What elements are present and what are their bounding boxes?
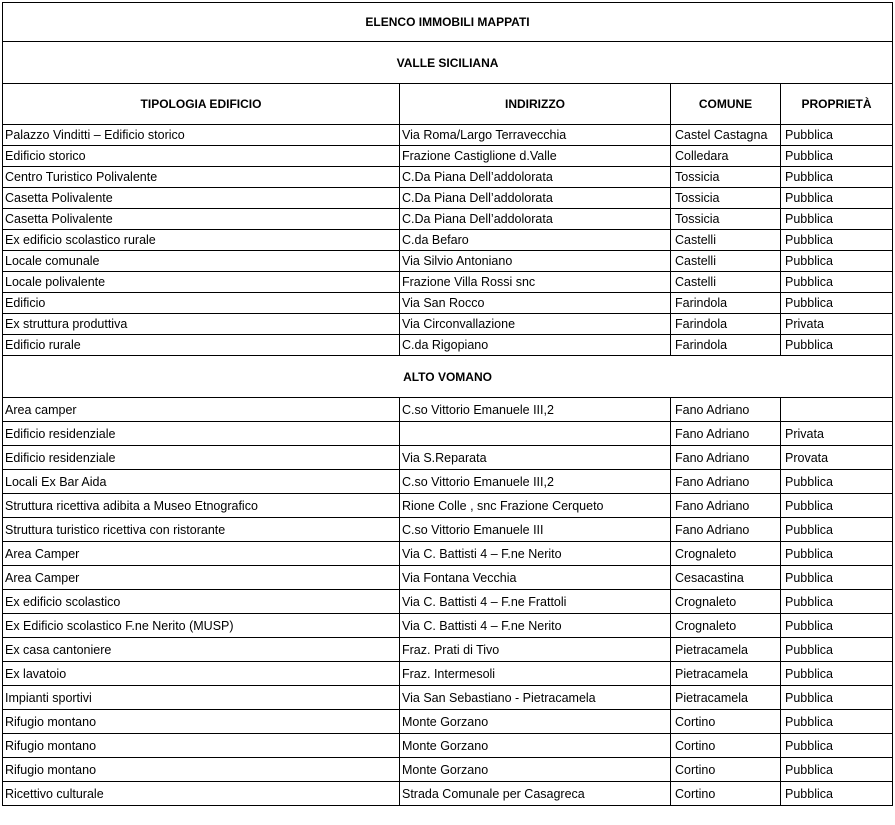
proprieta-cell: Pubblica (781, 542, 893, 566)
indirizzo-cell: Frazione Villa Rossi snc (400, 272, 671, 293)
indirizzo-cell: Monte Gorzano (400, 710, 671, 734)
table-row (3, 638, 893, 662)
tipologia-cell: Locale polivalente (3, 272, 400, 293)
tipologia-cell: Rifugio montano (3, 734, 400, 758)
proprieta-cell: Pubblica (781, 638, 893, 662)
proprieta-cell: Privata (781, 314, 893, 335)
proprieta-cell: Pubblica (781, 518, 893, 542)
header-tipologia: TIPOLOGIA EDIFICIO (3, 84, 400, 125)
table-row (3, 542, 893, 566)
tipologia-cell: Struttura turistico ricettiva con ristorante (3, 518, 400, 542)
indirizzo-cell: Via San Sebastiano - Pietracamela (400, 686, 671, 710)
indirizzo-cell: Strada Comunale per Casagreca (400, 782, 671, 806)
table-row (3, 335, 893, 356)
comune-cell: Pietracamela (671, 686, 781, 710)
tipologia-cell: Edificio storico (3, 146, 400, 167)
tipologia-cell: Rifugio montano (3, 758, 400, 782)
proprieta-cell: Pubblica (781, 125, 893, 146)
tipologia-cell: Palazzo Vinditti – Edificio storico (3, 125, 400, 146)
indirizzo-cell: Fraz. Prati di Tivo (400, 638, 671, 662)
tipologia-cell: Area camper (3, 398, 400, 422)
table-row (3, 470, 893, 494)
comune-cell: Tossicia (671, 167, 781, 188)
indirizzo-cell: Via S.Reparata (400, 446, 671, 470)
comune-cell: Farindola (671, 293, 781, 314)
indirizzo-cell: Monte Gorzano (400, 758, 671, 782)
table-row (3, 614, 893, 638)
table-row (3, 398, 893, 422)
table-row (3, 758, 893, 782)
comune-cell: Colledara (671, 146, 781, 167)
comune-cell: Farindola (671, 314, 781, 335)
comune-cell: Crognaleto (671, 614, 781, 638)
indirizzo-cell: Via Circonvallazione (400, 314, 671, 335)
indirizzo-cell: C.so Vittorio Emanuele III,2 (400, 398, 671, 422)
header-proprieta: PROPRIETÀ (781, 84, 893, 125)
comune-cell: Cortino (671, 758, 781, 782)
proprieta-cell: Provata (781, 446, 893, 470)
proprieta-cell: Pubblica (781, 686, 893, 710)
tipologia-cell: Locali Ex Bar Aida (3, 470, 400, 494)
comune-cell: Crognaleto (671, 542, 781, 566)
comune-cell: Castelli (671, 272, 781, 293)
table-row (3, 293, 893, 314)
table-row (3, 272, 893, 293)
indirizzo-cell: C.Da Piana Dell’addolorata (400, 167, 671, 188)
comune-cell: Castelli (671, 230, 781, 251)
table-row (3, 314, 893, 335)
tipologia-cell: Casetta Polivalente (3, 209, 400, 230)
table-row (3, 590, 893, 614)
table-row (3, 518, 893, 542)
tipologia-cell: Centro Turistico Polivalente (3, 167, 400, 188)
table-row (3, 125, 893, 146)
comune-cell: Cortino (671, 734, 781, 758)
indirizzo-cell: C.da Rigopiano (400, 335, 671, 356)
indirizzo-cell: Via San Rocco (400, 293, 671, 314)
proprieta-cell: Pubblica (781, 662, 893, 686)
proprieta-cell: Pubblica (781, 614, 893, 638)
proprieta-cell: Pubblica (781, 494, 893, 518)
proprieta-cell: Pubblica (781, 470, 893, 494)
indirizzo-cell: Via C. Battisti 4 – F.ne Frattoli (400, 590, 671, 614)
tipologia-cell: Ricettivo culturale (3, 782, 400, 806)
proprieta-cell: Pubblica (781, 146, 893, 167)
indirizzo-cell: C.Da Piana Dell’addolorata (400, 188, 671, 209)
indirizzo-cell: Via Fontana Vecchia (400, 566, 671, 590)
section-title-valle-siciliana: VALLE SICILIANA (3, 42, 893, 84)
tipologia-cell: Ex struttura produttiva (3, 314, 400, 335)
proprieta-cell: Pubblica (781, 782, 893, 806)
indirizzo-cell: Via C. Battisti 4 – F.ne Nerito (400, 614, 671, 638)
proprieta-cell: Pubblica (781, 272, 893, 293)
indirizzo-cell: Via C. Battisti 4 – F.ne Nerito (400, 542, 671, 566)
indirizzo-cell: C.da Befaro (400, 230, 671, 251)
document-title: ELENCO IMMOBILI MAPPATI (3, 3, 893, 42)
header-indirizzo: INDIRIZZO (400, 84, 671, 125)
comune-cell: Tossicia (671, 188, 781, 209)
comune-cell: Cortino (671, 710, 781, 734)
proprieta-cell: Pubblica (781, 293, 893, 314)
comune-cell: Fano Adriano (671, 494, 781, 518)
indirizzo-cell: Fraz. Intermesoli (400, 662, 671, 686)
comune-cell: Fano Adriano (671, 470, 781, 494)
table-row (3, 686, 893, 710)
tipologia-cell: Area Camper (3, 566, 400, 590)
indirizzo-cell: Via Silvio Antoniano (400, 251, 671, 272)
immobili-table (2, 2, 893, 806)
comune-cell: Pietracamela (671, 638, 781, 662)
proprieta-cell: Privata (781, 422, 893, 446)
indirizzo-cell: C.Da Piana Dell’addolorata (400, 209, 671, 230)
proprieta-cell: Pubblica (781, 230, 893, 251)
proprieta-cell (781, 398, 893, 422)
table-row (3, 422, 893, 446)
table-row (3, 167, 893, 188)
proprieta-cell: Pubblica (781, 335, 893, 356)
indirizzo-cell: Via Roma/Largo Terravecchia (400, 125, 671, 146)
table-row (3, 782, 893, 806)
comune-cell: Castel Castagna (671, 125, 781, 146)
proprieta-cell: Pubblica (781, 710, 893, 734)
table-row (3, 251, 893, 272)
indirizzo-cell: C.so Vittorio Emanuele III,2 (400, 470, 671, 494)
tipologia-cell: Edificio residenziale (3, 446, 400, 470)
indirizzo-cell: Frazione Castiglione d.Valle (400, 146, 671, 167)
indirizzo-cell: C.so Vittorio Emanuele III (400, 518, 671, 542)
tipologia-cell: Impianti sportivi (3, 686, 400, 710)
header-row (3, 84, 893, 125)
tipologia-cell: Area Camper (3, 542, 400, 566)
comune-cell: Pietracamela (671, 662, 781, 686)
tipologia-cell: Ex casa cantoniere (3, 638, 400, 662)
tipologia-cell: Ex lavatoio (3, 662, 400, 686)
table-row (3, 446, 893, 470)
table-row (3, 566, 893, 590)
table-row (3, 146, 893, 167)
proprieta-cell: Pubblica (781, 590, 893, 614)
comune-cell: Crognaleto (671, 590, 781, 614)
tipologia-cell: Rifugio montano (3, 710, 400, 734)
tipologia-cell: Locale comunale (3, 251, 400, 272)
tipologia-cell: Edificio residenziale (3, 422, 400, 446)
tipologia-cell: Casetta Polivalente (3, 188, 400, 209)
tipologia-cell: Ex edificio scolastico (3, 590, 400, 614)
section-row-valle-siciliana (3, 42, 893, 84)
proprieta-cell: Pubblica (781, 758, 893, 782)
comune-cell: Cesacastina (671, 566, 781, 590)
tipologia-cell: Edificio rurale (3, 335, 400, 356)
comune-cell: Fano Adriano (671, 422, 781, 446)
proprieta-cell: Pubblica (781, 167, 893, 188)
table-row (3, 494, 893, 518)
table-row (3, 230, 893, 251)
table-row (3, 710, 893, 734)
tipologia-cell: Ex edificio scolastico rurale (3, 230, 400, 251)
section-title-alto-vomano: ALTO VOMANO (3, 356, 893, 398)
proprieta-cell: Pubblica (781, 734, 893, 758)
proprieta-cell: Pubblica (781, 188, 893, 209)
proprieta-cell: Pubblica (781, 251, 893, 272)
comune-cell: Fano Adriano (671, 518, 781, 542)
table-row (3, 188, 893, 209)
comune-cell: Tossicia (671, 209, 781, 230)
comune-cell: Castelli (671, 251, 781, 272)
proprieta-cell: Pubblica (781, 566, 893, 590)
tipologia-cell: Edificio (3, 293, 400, 314)
comune-cell: Fano Adriano (671, 398, 781, 422)
comune-cell: Farindola (671, 335, 781, 356)
table-row (3, 734, 893, 758)
header-comune: COMUNE (671, 84, 781, 125)
indirizzo-cell: Monte Gorzano (400, 734, 671, 758)
tipologia-cell: Struttura ricettiva adibita a Museo Etnografico (3, 494, 400, 518)
table-row (3, 209, 893, 230)
indirizzo-cell (400, 422, 671, 446)
comune-cell: Fano Adriano (671, 446, 781, 470)
tipologia-cell: Ex Edificio scolastico F.ne Nerito (MUSP) (3, 614, 400, 638)
table-row (3, 662, 893, 686)
proprieta-cell: Pubblica (781, 209, 893, 230)
section-row-alto-vomano (3, 356, 893, 398)
indirizzo-cell: Rione Colle , snc Frazione Cerqueto (400, 494, 671, 518)
comune-cell: Cortino (671, 782, 781, 806)
title-row (3, 3, 893, 42)
